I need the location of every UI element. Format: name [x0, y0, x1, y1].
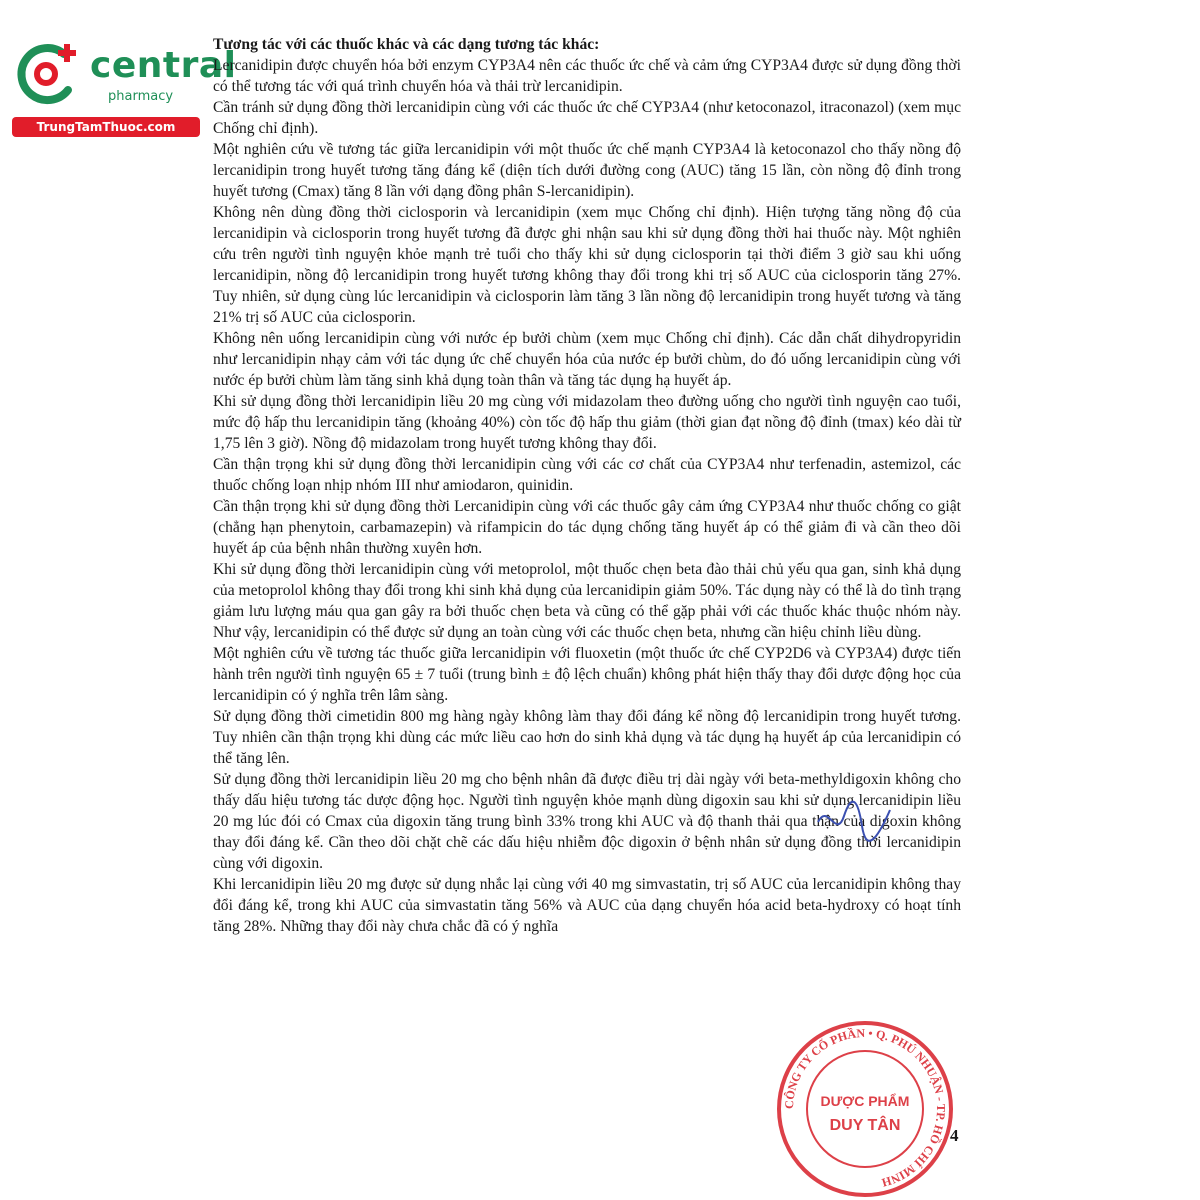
logo-url: TrungTamThuoc.com	[36, 120, 176, 134]
seal-line-2: DUY TÂN	[829, 1117, 901, 1134]
paragraph: Cần thận trọng khi sử dụng đồng thời lercanidipin cùng với các cơ chất của CYP3A4 như terfenadin, astemizol, các thuốc chống loạn nhịp nhóm III như amiodaron, quinidin.	[213, 456, 961, 494]
logo-tagline: pharmacy	[108, 89, 174, 104]
logo-url-bar	[12, 117, 200, 137]
page-number: 4	[950, 1126, 959, 1145]
paragraph: Khi sử dụng đồng thời lercanidipin liều 20 mg cùng với midazolam theo đường uống cho người tình nguyện cao tuổi, mức độ hấp thu lercanidipin tăng (khoảng 40%) còn tốc độ hấp thu giảm (thời gian đạt nồng độ đỉnh (tmax) kéo dài từ 1,75 lên 3 giờ). Nồng độ midazolam trong huyết tương không thay đổi.	[213, 393, 961, 452]
paragraph: Lercanidipin được chuyển hóa bởi enzym CYP3A4 nên các thuốc ức chế và cảm ứng CYP3A4 được sử dụng đồng thời có thể tương tác với quá trình chuyển hóa và thải trừ lercanidipin.	[213, 57, 961, 95]
paragraph: Một nghiên cứu về tương tác thuốc giữa lercanidipin với fluoxetin (một thuốc ức chế CYP2D6 và CYP3A4) được tiến hành trên người tình nguyện 65 ± 7 tuổi (trung bình ± độ lệch chuẩn) không phát hiện thấy thay đổi dược động học của lercanidipin có ý nghĩa trên lâm sàng.	[213, 645, 961, 704]
seal-line-1: DƯỢC PHẨM	[820, 1093, 910, 1109]
seal-ring-text: CÔNG TY CỔ PHẦN • Q. PHÚ NHUẬN - TP. HỒ CHÍ MINH	[781, 1025, 949, 1190]
paragraph: Khi lercanidipin liều 20 mg được sử dụng nhắc lại cùng với 40 mg simvastatin, trị số AUC của lercanidipin không thay đổi đáng kể, trong khi AUC của simvastatin tăng 56% và AUC của dạng chuyển hóa acid beta-hydroxy có hoạt tính tăng 28%. Những thay đổi này chưa chắc đã có ý nghĩa	[213, 876, 961, 935]
paragraph: Cần thận trọng khi sử dụng đồng thời Lercanidipin cùng với các thuốc gây cảm ứng CYP3A4 như thuốc chống co giật (chẳng hạn phenytoin, carbamazepin) và rifampicin do tác dụng chống tăng huyết áp có thể giảm đi và cần theo dõi huyết áp của bệnh nhân thường xuyên hơn.	[213, 498, 961, 557]
pharmacy-logo-icon	[12, 38, 84, 110]
signature-mark	[810, 792, 900, 852]
paragraph: Cần tránh sử dụng đồng thời lercanidipin cùng với các thuốc ức chế CYP3A4 (như ketoconazol, itraconazol) (xem mục Chống chỉ định).	[213, 99, 961, 137]
logo-wordmark: central	[90, 45, 237, 86]
central-pharmacy-logo	[8, 34, 237, 144]
paragraph: Sử dụng đồng thời lercanidipin liều 20 mg cho bệnh nhân đã được điều trị dài ngày với beta-methyldigoxin không cho thấy dấu hiệu tương tác dược động học. Người tình nguyện khỏe mạnh dùng digoxin sau khi sử dụng lercanidipin liều 20 mg lúc đói có Cmax của digoxin tăng trung bình 33% trong khi AUC và độ thanh thải qua thận của digoxin không thay đổi đáng kể. Cần theo dõi chặt chẽ các dấu hiệu nhiễm độc digoxin ở bệnh nhân sử dụng đồng thời lercanidipin cùng với digoxin.	[213, 771, 961, 872]
paragraph: Không nên uống lercanidipin cùng với nước ép bưởi chùm (xem mục Chống chỉ định). Các dẫn chất dihydropyridin như lercanidipin nhạy cảm với tác dụng ức chế chuyển hóa của nước ép bưởi chùm, do đó uống lercanidipin cùng với nước ép bưởi chùm làm tăng sinh khả dụng toàn thân và tăng tác dụng hạ huyết áp.	[213, 330, 961, 389]
paragraph: Khi sử dụng đồng thời lercanidipin cùng với metoprolol, một thuốc chẹn beta đào thải chủ yếu qua gan, sinh khả dụng của metoprolol không thay đổi trong khi sinh khả dụng của lercanidipin giảm 50%. Tác dụng này có thể là do tình trạng giảm lưu lượng máu qua gan gây ra bởi thuốc chẹn beta và cũng có thể gặp phải với các thuốc khác thuộc nhóm này. Như vậy, lercanidipin có thể được sử dụng an toàn cùng với các thuốc chẹn beta, nhưng cần hiệu chỉnh liều dùng.	[213, 561, 961, 641]
paragraph: Sử dụng đồng thời cimetidin 800 mg hàng ngày không làm thay đổi đáng kể nồng độ lercanidipin trong huyết tương. Tuy nhiên cần thận trọng khi dùng các mức liều cao hơn do sinh khả dụng và tác dụng hạ huyết áp của lercanidipin có thể tăng lên.	[213, 708, 961, 767]
paragraph: Một nghiên cứu về tương tác giữa lercanidipin với một thuốc ức chế mạnh CYP3A4 là ketoconazol cho thấy nồng độ lercanidipin trong huyết tương tăng đáng kể (diện tích dưới đường cong (AUC) tăng 15 lần, còn nồng độ đỉnh trong huyết tương (Cmax) tăng 8 lần với dạng đồng phân S-lercanidipin).	[213, 141, 961, 200]
company-seal-stamp	[772, 1018, 958, 1200]
section-heading: Tương tác với các thuốc khác và các dạng tương tác khác:	[213, 36, 600, 53]
paragraph: Không nên dùng đồng thời ciclosporin và lercanidipin (xem mục Chống chỉ định). Hiện tượng tăng nồng độ của lercanidipin và ciclosporin trong huyết tương đã được ghi nhận sau khi sử dụng đồng thời hai thuốc này. Một nghiên cứu trên người tình nguyện khỏe mạnh trẻ tuổi cho thấy khi sử dụng ciclosporin tại thời điểm 3 giờ sau khi uống lercanidipin, nồng độ lercanidipin trong huyết tương không thay đổi trong khi trị số AUC của ciclosporin tăng 27%. Tuy nhiên, sử dụng cùng lúc lercanidipin và ciclosporin làm tăng 3 lần nồng độ lercanidipin trong huyết tương và tăng 21% trị số AUC của ciclosporin.	[213, 204, 961, 326]
